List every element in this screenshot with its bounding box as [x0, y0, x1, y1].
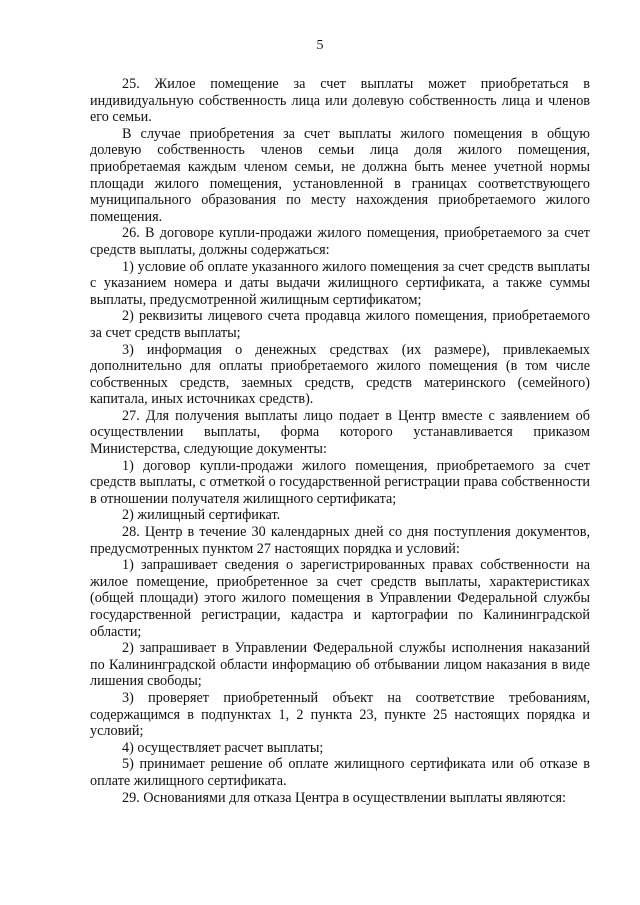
page-number: 5	[316, 38, 324, 53]
document-body	[90, 76, 590, 806]
paragraph-28-item-5: 5) принимает решение об оплате жилищного сертификата или об отказе в оплате жилищного сертификата.	[90, 756, 590, 789]
paragraph-28-item-2: 2) запрашивает в Управлении Федеральной службы исполнения наказаний по Калининградской области информацию об отбывании лицом наказания в виде лишения свободы;	[90, 640, 590, 690]
paragraph-26: 26. В договоре купли-продажи жилого помещения, приобретаемого за счет средств выплаты, должны содержаться:	[90, 225, 590, 258]
paragraph-26-item-1: 1) условие об оплате указанного жилого помещения за счет средств выплаты с указанием номера и даты выдачи жилищного сертификата, а также суммы выплаты, предусмотренной жилищным сертификатом;	[90, 258, 590, 308]
paragraph-28-item-3: 3) проверяет приобретенный объект на соответствие требованиям, содержащимся в подпунктах 1, 2 пункта 23, пункте 25 настоящих порядка и условий;	[90, 689, 590, 740]
paragraph-27-item-2: 2) жилищный сертификат.	[122, 507, 281, 524]
paragraph-27: 27. Для получения выплаты лицо подает в Центр вместе с заявлением об осуществлении выплаты, форма которого устанавливается приказом Министерства, следующие документы:	[90, 407, 590, 458]
paragraph-28-item-4: 4) осуществляет расчет выплаты;	[122, 739, 324, 756]
paragraph-29: 29. Основаниями для отказа Центра в осуществлении выплаты являются:	[122, 789, 566, 806]
paragraph-25-shared-ownership: В случае приобретения за счет выплаты жилого помещения в общую долевую собственность членов семьи лица доля жилого помещения, приобретаемая каждым членом семьи, не должна быть менее учетной нормы площади жилого помещения, установленной в границах соответствующего муниципального образования по месту нахождения приобретаемого жилого помещения.	[90, 125, 590, 225]
paragraph-28-item-1: 1) запрашивает сведения о зарегистрированных правах собственности на жилое помещение, приобретенное за счет средств выплаты, характеристиках (общей площади) этого жилого помещения в Управлении Федеральной службы государственной регистрации, кадастра и картографии по Калининградской области;	[90, 557, 590, 640]
paragraph-26-item-2: 2) реквизиты лицевого счета продавца жилого помещения, приобретаемого за счет средств выплаты;	[90, 308, 590, 341]
paragraph-27-item-1: 1) договор купли-продажи жилого помещения, приобретаемого за счет средств выплаты, с отметкой о государственной регистрации права собственности в отношении получателя жилищного сертификата;	[90, 457, 590, 507]
paragraph-25: 25. Жилое помещение за счет выплаты может приобретаться в индивидуальную собственность лица или долевую собственность лица и членов его семьи.	[90, 76, 590, 126]
paragraph-28: 28. Центр в течение 30 календарных дней со дня поступления документов, предусмотренных пунктом 27 настоящих порядка и условий:	[90, 524, 590, 557]
paragraph-26-item-3: 3) информация о денежных средствах (их размере), привлекаемых дополнительно для оплаты приобретаемого жилого помещения (в том числе собственных средств, заемных средств, средств материнского (семейного) капитала, иных источниках средств).	[90, 341, 590, 408]
